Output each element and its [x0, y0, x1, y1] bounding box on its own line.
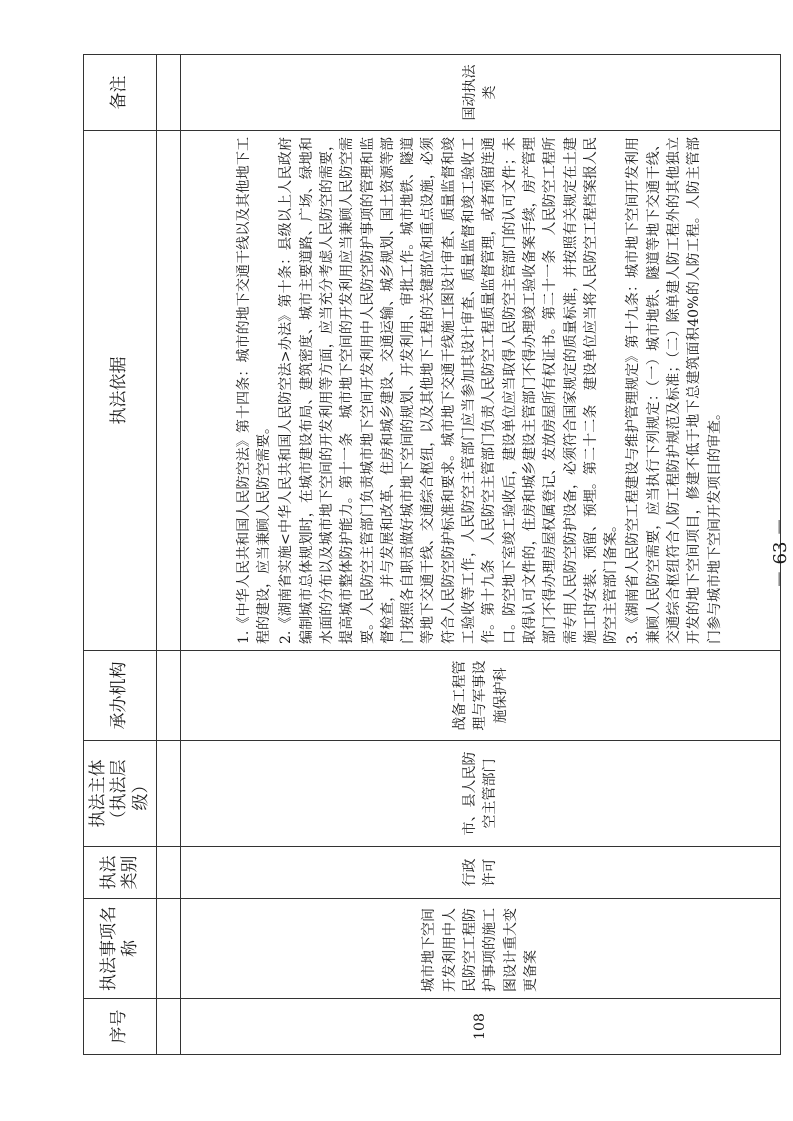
basis-item-3: 3.《湖南省人民防空工程建设与维护管理规定》第十九条：城市地下空间开发利用兼顾人民防空需要，应当执行下列规定：（一）城市地铁、隧道等地下交通干线、交通综合枢纽符合人防工程防护规范及标准；（二）除单建人防工程外的其他独立开发的地下空间项目，修建不低于地下总建筑面积40%的人防工程。人防主管部门参与城市地下空间开发项目的审查。 [625, 137, 723, 644]
header-basis: 执法依据 [84, 131, 157, 651]
header-row [84, 55, 157, 1055]
cell-note: 国动执法类 [180, 55, 780, 131]
cell-subject: 市、县人民防空主管部门 [180, 741, 780, 847]
basis-item-1: 1.《中华人民共和国人民防空法》第十四条：城市的地下交通干线以及其他地下工程的建设，应当兼顾人民防空需要。 [235, 137, 273, 644]
header-subject: 执法主体（执法层级） [84, 741, 157, 847]
cell-name: 城市地下空间开发利用中人民防空工程防护事项的施工图设计重大变更备案 [180, 899, 780, 999]
cell-org: 战备工程管理与军事设施保护科 [180, 651, 780, 741]
header-seq: 序号 [84, 999, 157, 1055]
enforcement-table [83, 54, 781, 1055]
header-note: 备注 [84, 55, 157, 131]
basis-item-2: 2.《湖南省实施<中华人民共和国人民防空法>办法》第十条：县级以上人民政府编制城市总体规划时，在城市建设布局、建筑密度、城市主要道路、广场、绿地和水面的分布以及城市地下空间的开发利用等方面，应当充分考虑人民防空的需要，提高城市整体防护能力。第十一条 城市地下空间的开发利用应当兼顾人民防空需要。人民防空主管部门负责城市地下空间开发利用中人民防空防护事项的管理和监督检查，并与发展和改革、住房和城乡建设、交通运输、城乡规划、国土资源等部门按照各自职责做好城市地下空间的规划、开发利用、审批工作。城市地铁、隧道等地下交通干线、交通综合枢纽，以及其他地下工程的关键部位和重点设施，必须符合人民防空防护标准和要求。城市地下交通干线施工图设计审查、质量监督和竣工验收等工作，人民防空主管部门应当参加其设计审查、质量监督和竣工验收工作。第十九条 人民防空主管部门负责人民防空工程质量监督管理，或者预留连通口。防空地下室竣工验收后，建设单位应当取得人民防空主管部门的认可文件；未取得认可文件的，住房和城乡建设主管部门不得办理竣工验收备案手续，房产管理部门不得办理房屋权属登记、发放房屋所有权证书。第二十一条 人民防空工程所需专用人民防空防护设备，必须符合国家规定的质量标准，并按照有关规定在土建施工时安装、预留、预埋。第二十二条 建设单位应当将人民防空工程档案报人民防空主管部门备案。 [278, 137, 620, 644]
table-row [180, 55, 780, 1055]
header-type: 执法类别 [84, 847, 157, 899]
cell-seq: 108 [180, 999, 780, 1055]
rotated-table-sheet [83, 55, 781, 1055]
page-number: － 63 － [770, 517, 792, 589]
cell-type: 行政许可 [180, 847, 780, 899]
header-org: 承办机构 [84, 651, 157, 741]
spacer-row [156, 55, 180, 1055]
header-name: 执法事项名称 [84, 899, 157, 999]
cell-basis [180, 131, 780, 651]
